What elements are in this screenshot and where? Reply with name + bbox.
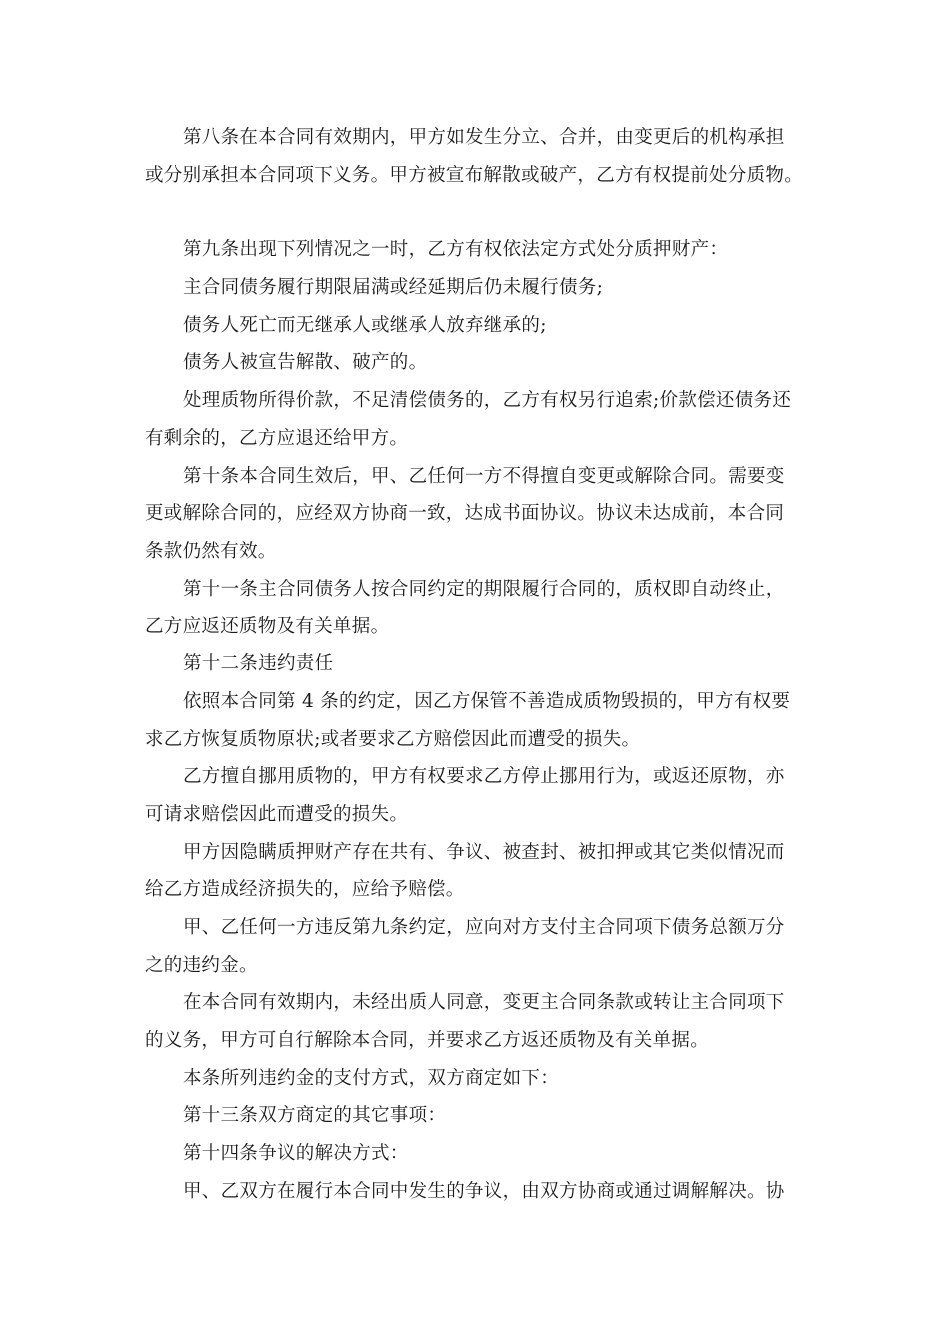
text-line: 甲、乙任何一方违反第九条约定，应向对方支付主合同项下债务总额万分 [183,917,785,938]
text-line: 甲、乙双方在履行本合同中发生的争议，由双方协商或通过调解解决。协 [183,1181,785,1202]
text-line: 给乙方造成经济损失的，应给予赔偿。 [145,879,465,900]
text-line: 主合同债务履行期限届满或经延期后仍未履行债务; [183,277,604,298]
text-line: 或分别承担本合同项下义务。甲方被宣布解散或破产，乙方有权提前处分质物。 [145,165,804,186]
text-line: 的义务，甲方可自行解除本合同，并要求乙方返还质物及有关单据。 [145,1030,710,1051]
text-line: 处理质物所得价款，不足清偿债务的，乙方有权另行追索;价款偿还债务还 [183,390,792,411]
text-line: 乙方应返还质物及有关单据。 [145,616,390,637]
text-line: 第十一条主合同债务人按合同约定的期限履行合同的，质权即自动终止， [183,579,785,600]
text-line: 第十三条双方商定的其它事项： [183,1105,447,1126]
text-line: 本条所列违约金的支付方式，双方商定如下： [183,1068,560,1089]
text-line: 依照本合同第 4 条的约定，因乙方保管不善造成质物毁损的，甲方有权要 [183,691,791,712]
text-line: 第十四条争议的解决方式： [183,1143,409,1164]
text-line: 更或解除合同的，应经双方协商一致，达成书面协议。协议未达成前，本合同 [145,503,785,524]
text-line: 在本合同有效期内，未经出质人同意，变更主合同条款或转让主合同项下 [183,992,785,1013]
text-line: 第十条本合同生效后，甲、乙任何一方不得擅自变更或解除合同。需要变 [183,466,785,487]
text-line: 第八条在本合同有效期内，甲方如发生分立、合并，由变更后的机构承担 [183,127,785,148]
text-line: 债务人死亡而无继承人或继承人放弃继承的; [183,315,547,336]
text-line: 可请求赔偿因此而遭受的损失。 [145,804,409,825]
text-line: 之的违约金。 [145,955,258,976]
text-line: 有剩余的，乙方应退还给甲方。 [145,428,409,449]
text-line: 乙方擅自挪用质物的，甲方有权要求乙方停止挪用行为，或返还原物，亦 [183,766,785,787]
text-line: 求乙方恢复质物原状;或者要求乙方赔偿因此而遭受的损失。 [145,729,641,750]
text-line: 第十二条违约责任 [183,653,334,674]
text-line: 第九条出现下列情况之一时，乙方有权依法定方式处分质押财产： [183,239,729,260]
text-line: 甲方因隐瞒质押财产存在共有、争议、被查封、被扣押或其它类似情况而 [183,842,785,863]
text-line: 条款仍然有效。 [145,541,277,562]
text-line: 债务人被宣告解散、破产的。 [183,352,428,373]
